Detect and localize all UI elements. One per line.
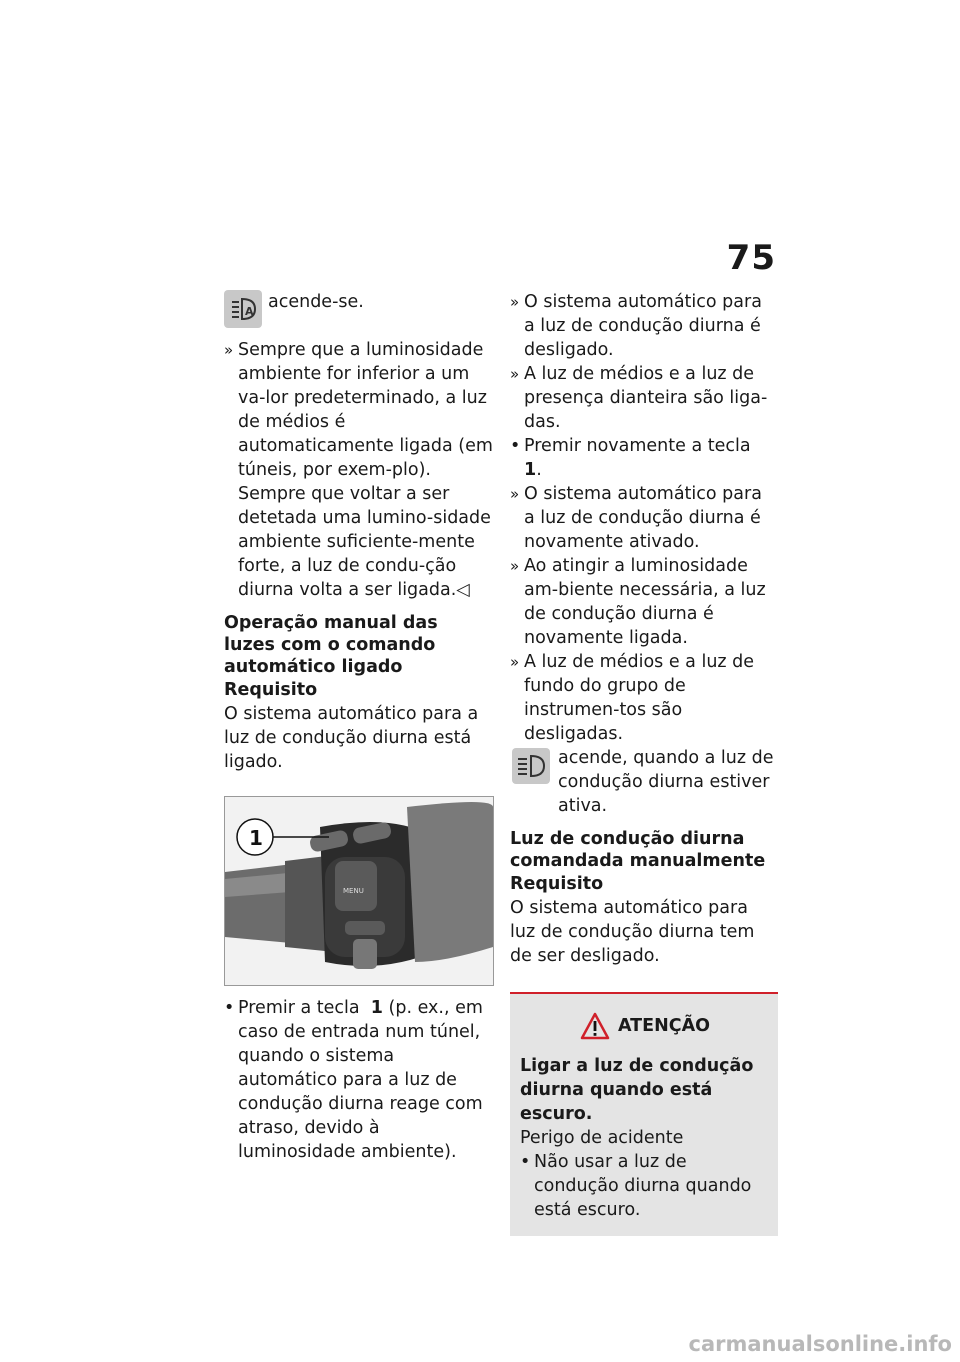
- auto-headlight-icon: [224, 290, 262, 328]
- warning-text: Perigo de acidente: [520, 1128, 684, 1148]
- text-acende-ativa: acende, quando a luz de condução diurna estiver ativa.: [558, 748, 774, 816]
- bullet-premir-novamente: • Premir novamente a tecla 1.: [510, 434, 778, 482]
- heading-operacao-manual: Operação manual das luzes com o comando automático ligado: [224, 613, 438, 677]
- text-requisito: O sistema automático para a luz de condução diurna está ligado.: [224, 704, 479, 772]
- text-sistema-desligado: » O sistema automático para a luz de condução diurna é desligado.: [510, 290, 778, 362]
- bullet-premir-tecla: • Premir a tecla 1 (p. ex., em caso de entrada num túnel, quando o sistema automático para a luz de condução diurna reage com atraso, devido à luminosidade ambiente).: [224, 996, 494, 1164]
- daytime-running-light-icon: [512, 748, 550, 784]
- page-number: 75: [726, 238, 776, 278]
- label-requisito: Requisito: [224, 680, 318, 700]
- text-medios-ligadas: » A luz de médios e a luz de presença dianteira são liga-das.: [510, 362, 778, 434]
- photo-callout-1: 1: [249, 826, 263, 850]
- drl-icon-row: [510, 746, 778, 818]
- text-novamente-ativado: » O sistema automático para a luz de condução diurna é novamente ativado.: [510, 482, 778, 554]
- auto-light-row: [224, 290, 494, 328]
- warning-title: ATENÇÃO: [520, 1012, 770, 1040]
- svg-text:A: A: [245, 305, 254, 318]
- warning-triangle-icon: [580, 1012, 610, 1040]
- handlebar-switch-photo: [224, 796, 494, 986]
- menu-label: MENU: [343, 887, 364, 895]
- text-requisito-right: O sistema automático para luz de condução diurna tem de ser desligado.: [510, 898, 755, 966]
- warning-bullet: • Não usar a luz de condução diurna quando está escuro.: [520, 1150, 770, 1222]
- label-requisito-right: Requisito: [510, 874, 604, 894]
- warning-bold-text: Ligar a luz de condução diurna quando está escuro.: [520, 1056, 754, 1124]
- text-acende: acende-se.: [268, 292, 364, 312]
- right-column: [510, 290, 778, 1236]
- watermark: carmanualsonline.info: [688, 1332, 952, 1356]
- text-medios-desligadas: » A luz de médios e a luz de fundo do grupo de instrumen-tos são desligadas.: [510, 650, 778, 746]
- warning-box: [510, 992, 778, 1236]
- heading-luz-manual: Luz de condução diurna comandada manualmente: [510, 829, 766, 871]
- text-luminosidade: » Sempre que a luminosidade ambiente for inferior a um va-lor predeterminado, a luz de médios é automaticamente ligada (em túneis, por exem-plo). Sempre que voltar a ser detetada uma lumino-sidade ambiente suficiente-mente forte, a luz de condu-ção diurna volta a ser ligada.◁: [224, 338, 494, 602]
- text-atingir-luminosidade: » Ao atingir a luminosidade am-biente necessária, a luz de condução diurna é novamente ligada.: [510, 554, 778, 650]
- left-column: [224, 290, 494, 1164]
